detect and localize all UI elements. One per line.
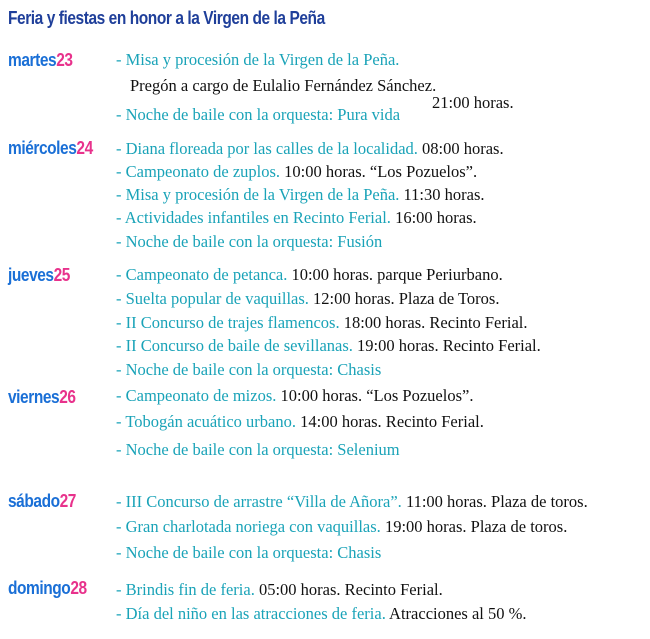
schedule-line bbox=[116, 440, 400, 460]
detail-text: Atracciones al 50 %. bbox=[385, 604, 527, 623]
day-number: 24 bbox=[76, 138, 93, 158]
activity-text: - Campeonato de mizos. bbox=[116, 386, 277, 405]
schedule-line bbox=[116, 313, 527, 333]
detail-text: 11:30 horas. bbox=[399, 185, 485, 204]
day-header-miercoles bbox=[8, 138, 93, 159]
detail-text: 16:00 horas. bbox=[390, 208, 477, 227]
day-number: 23 bbox=[56, 50, 73, 70]
day-header-domingo bbox=[8, 578, 87, 599]
day-number: 27 bbox=[59, 491, 76, 511]
page-title: Feria y fiestas en honor a la Virgen de la Peña bbox=[8, 8, 325, 28]
activity-text: - Noche de baile con la orquesta: Chasis bbox=[116, 360, 382, 379]
detail-text: 08:00 horas. bbox=[417, 139, 504, 158]
activity-text: - III Concurso de arrastre “Villa de Añora”. bbox=[116, 492, 402, 511]
schedule-line bbox=[116, 289, 499, 309]
activity-text: - Gran charlotada noriega con vaquillas. bbox=[116, 517, 381, 536]
detail-text: 14:00 horas. Recinto Ferial. bbox=[295, 412, 484, 431]
activity-text: - II Concurso de baile de sevillanas. bbox=[116, 336, 353, 355]
day-name: domingo bbox=[8, 578, 71, 598]
detail-text: 10:00 horas. parque Periurbano. bbox=[287, 265, 503, 284]
detail-text: 12:00 horas. Plaza de Toros. bbox=[308, 289, 500, 308]
schedule-line bbox=[116, 360, 381, 380]
activity-text: - Noche de baile con la orquesta: Chasis bbox=[116, 543, 382, 562]
activity-text: - II Concurso de trajes flamencos. bbox=[116, 313, 340, 332]
schedule-line bbox=[116, 386, 473, 406]
detail-text: 18:00 horas. Recinto Ferial. bbox=[339, 313, 528, 332]
day-number: 28 bbox=[70, 578, 87, 598]
activity-text: - Misa y procesión de la Virgen de la Peña. bbox=[116, 185, 400, 204]
activity-text: - Noche de baile con la orquesta: Fusión bbox=[116, 232, 383, 251]
schedule-line bbox=[116, 105, 400, 125]
activity-text: - Día del niño en las atracciones de feria. bbox=[116, 604, 386, 623]
detail-text: 19:00 horas. Recinto Ferial. bbox=[352, 336, 541, 355]
detail-text: 19:00 horas. Plaza de toros. bbox=[380, 517, 568, 536]
day-header-jueves bbox=[8, 265, 70, 286]
activity-text: - Misa y procesión de la Virgen de la Peña. bbox=[116, 50, 400, 69]
raised-time-text: 21:00 horas. bbox=[432, 93, 514, 112]
activity-text: - Tobogán acuático urbano. bbox=[116, 412, 296, 431]
activity-text: - Diana floreada por las calles de la localidad. bbox=[116, 139, 418, 158]
detail-text: 10:00 horas. “Los Pozuelos”. bbox=[276, 386, 474, 405]
activity-text: - Campeonato de zuplos. bbox=[116, 162, 281, 181]
activity-text: - Noche de baile con la orquesta: Selenium bbox=[116, 440, 400, 459]
day-name: viernes bbox=[8, 387, 60, 407]
schedule-line bbox=[116, 543, 381, 563]
schedule-line bbox=[116, 232, 382, 252]
day-number: 25 bbox=[53, 265, 70, 285]
schedule-line bbox=[116, 265, 503, 285]
day-number: 26 bbox=[59, 387, 76, 407]
schedule-line bbox=[116, 412, 484, 432]
day-header-sabado bbox=[8, 491, 76, 512]
activity-text: - Campeonato de petanca. bbox=[116, 265, 288, 284]
day-name: miércoles bbox=[8, 138, 77, 158]
schedule-line bbox=[116, 208, 477, 228]
activity-text: - Actividades infantiles en Recinto Ferial. bbox=[116, 208, 391, 227]
detail-text: Pregón a cargo de Eulalio Fernández Sánchez. bbox=[130, 76, 437, 95]
schedule-line bbox=[130, 76, 436, 96]
schedule-line bbox=[116, 139, 504, 159]
day-name: martes bbox=[8, 50, 57, 70]
schedule-line bbox=[116, 517, 567, 537]
activity-text: - Brindis fin de feria. bbox=[116, 580, 255, 599]
schedule-line bbox=[116, 185, 485, 205]
schedule-line bbox=[116, 604, 527, 624]
schedule-line bbox=[116, 492, 588, 512]
day-name: jueves bbox=[8, 265, 54, 285]
activity-text: - Noche de baile con la orquesta: Pura vida bbox=[116, 105, 401, 124]
detail-text: 10:00 horas. “Los Pozuelos”. bbox=[280, 162, 478, 181]
detail-text: 05:00 horas. Recinto Ferial. bbox=[254, 580, 443, 599]
schedule-line bbox=[116, 50, 399, 70]
schedule-line bbox=[116, 336, 541, 356]
day-name: sábado bbox=[8, 491, 60, 511]
day-header-martes bbox=[8, 50, 73, 71]
schedule-line bbox=[116, 162, 477, 182]
detail-text: 11:00 horas. Plaza de toros. bbox=[401, 492, 588, 511]
activity-text: - Suelta popular de vaquillas. bbox=[116, 289, 309, 308]
schedule-line bbox=[116, 580, 443, 600]
day-header-viernes bbox=[8, 387, 76, 408]
